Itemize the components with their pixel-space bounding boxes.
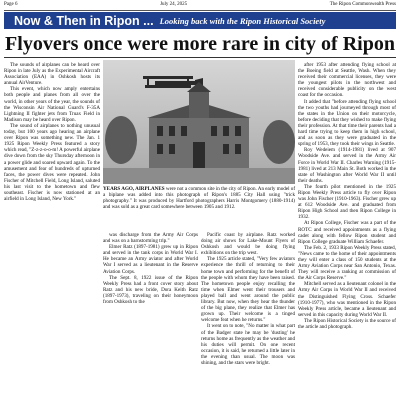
paragraph: It went on to note, "No matter in what part of the Badger state he may be 'dusting' he returns home as frequently as the weather and his duties will permit. On one recent occasion, it is said, he returned a little later in the evening than usual. The moon was shining, and the stars were bright. <box>201 323 295 366</box>
section-subtitle: Looking back with the Ripon Historical Society <box>159 15 326 26</box>
paragraph: Pacific coast by airplane. Ratz worked doing air shows for Lake-Mount Flyers of Oshkosh and would be doing flying exhibitions on the trip west. <box>201 232 295 257</box>
paragraph: At Ripon College, Fischer was a part of the ROTC and received appointments as a flying cadet along with fellow Ripon student and Ripon College graduate William Schaefer. <box>298 220 396 245</box>
paragraph: The sounds of airplanes can be heard over Ripon in late July as the Experimental Aircraft Association (EAA) in Oshkosh hosts its annual AirVenture. <box>4 62 100 87</box>
paragraph: Roy Wedeiem (1914-1981) lived at 907 Woodside Ave. and served in the Army Air Force in World War II. Charles Warning (1915-1981) lived at 213 Main St. Both worked in the state of Washington after World War II until their deaths. <box>298 147 396 184</box>
paragraph: The Feb. 2, 1933 Ripon Weekly Press stated, "News came to the home of their appointments they will enter a class of 150 students at the Army Aviation Corps near San Antonio, Texas. They will receive a ranking at commission of the Air Corps Reserve." <box>298 244 396 282</box>
paragraph: The fourth pilot mentioned in the 1925 Ripon Weekly Press article to fly over Ripon was John Fischer (1910-1963). Fischer grew up at 612 Woodside Ave. and graduated from Ripon High School and then Ripon College in 1932. <box>298 183 396 221</box>
historic-photo <box>103 60 295 184</box>
headline-rule <box>4 57 396 58</box>
section-banner <box>4 12 396 29</box>
paragraph: Mitchell served as a lieutenant colonel in the Army Air Corps in World War II and received the Distinguished Flying Cross. Schaefer (1910-1977), who was mentioned in the Ripon Weekly Press article, became a lieutenant and served in this capacity during World War II. <box>298 281 396 318</box>
article-column-4 <box>298 62 396 400</box>
paragraph: Elmer Ratz (1897-1981) grew up in Ripon and served in the tank corps in World War I. He became an Army aviator and after World War I served as a lieutenant in the Reserve Aviation Corps. <box>103 244 198 275</box>
paragraph: The Sept. 8, 1922 issue of the Ripon Weekly Press had a front cover story about Ratz and his new bride, Dora Keith Ratz (1897-1973), traveling on their honeymoon from Oshkosh to the <box>103 274 198 306</box>
running-header <box>4 2 396 11</box>
article-column-1 <box>4 62 100 203</box>
caption-text: were not a common site in the city of Ripon. An early model of a biplane was added into this photograph of Ripon's 1885 City Hall using "trick photography." It was produced by Hartford photographers Harris Montgomery (1880-1914) and was sold as a great card somewhere between 1905 and 1912. <box>103 186 296 211</box>
paragraph: was discharge from the Army Air Corps and was on a barnstorming trip." <box>103 232 198 245</box>
article-column-2 <box>103 232 198 400</box>
issue-date: July 24, 2025 <box>160 2 188 7</box>
paragraph: The Ripon Historical Society is the source of the article and photograph. <box>298 317 396 331</box>
city-hall-biplane-illustration <box>103 60 295 184</box>
paragraph: after 1953 after attending flying school at the Boeing field at Seattle, Wash. When they received their commercial licenses, they were the youngest pilots in the northwest and received considerable publicity on the west coast for the occasion. <box>298 62 396 99</box>
article-headline: Flyovers once were more rare in city of Ripon <box>5 33 395 55</box>
paragraph: The sound of airplanes to nothing unusual today, but 100 years ago hearing an airplane over Ripon was something new. The Jan. 1 1925 Ripon Weekly Press featured a story which read, "Z-z-z-o-o-m! A powerful airplane dive down from the sky Thursday afternoon in a power glide and soared upward again. To the amusement and fear of hundreds of upturned faces, the power dives were repeated. John Fischer of Mitchell Field, Long Island, saluted his last visit to the hometown and flew southeast. Fischer is now stationed at an airfield in Long Island, New York." <box>4 122 100 203</box>
page-number: Page 6 <box>4 2 18 7</box>
paragraph: The 1925 article stated, "Very few aviators experience the thrill of returning to their home town and performing for the benefit of the people with whom they have been raised. The hometown people enjoy recalling the time when Elmer went their trousers and played ball and went around the public library. But now, when they hear the thunder of the big plane, they realize that Elmer has grown up. Their welcome is a tinged welcome feat when he returns." <box>201 256 295 324</box>
photo-caption <box>103 186 295 210</box>
paper-name: The Ripon Commonwealth Press <box>329 2 396 7</box>
paragraph: This event, which now amply entertains both people and planes from all over the world, in other years of the year, the sounds of the Wisconsin Air National Guard's F-35A Lightning II fighter jets from Truax Field in Madison may be heard over Ripon. <box>4 86 100 123</box>
caption-lead: YEARS AGO, AIRPLANES <box>103 186 165 192</box>
paragraph: It added that "before attending flying school the two youths had journeyed through most of the states in the Union on their motorcycle, before deciding that they wished to make flying their profession. At that time their parents had a hard time trying to keep them in high school, and as soon as they were graduated in the spring of 1953, they took their wings in Seattle. <box>298 98 396 148</box>
article-column-3 <box>201 232 295 400</box>
section-title: Now & Then in Ripon ... <box>14 13 154 28</box>
